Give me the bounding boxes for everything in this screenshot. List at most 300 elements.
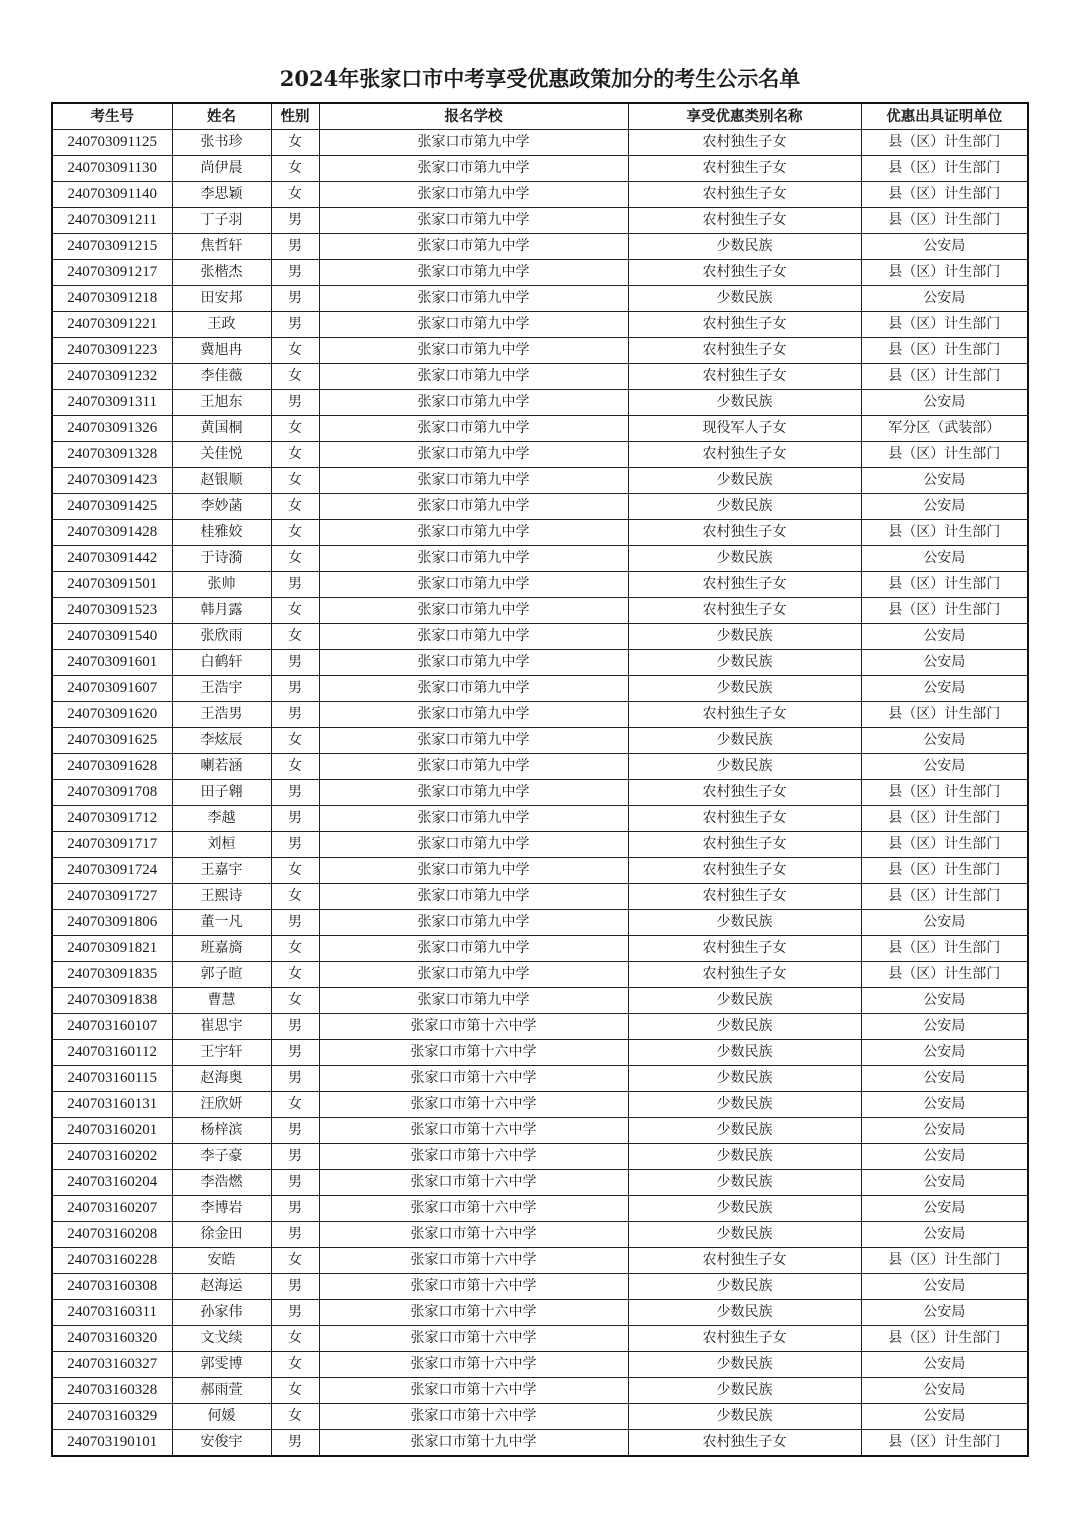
certifying-unit-cell: 公安局 [861, 1274, 1028, 1300]
name-cell: 郭子暄 [172, 962, 271, 988]
table-row [52, 520, 1028, 546]
certifying-unit-cell: 公安局 [861, 1118, 1028, 1144]
school-cell: 张家口市第十六中学 [319, 1014, 628, 1040]
category-cell: 少数民族 [628, 494, 861, 520]
table-row [52, 1196, 1028, 1222]
header-gender: 性别 [271, 103, 319, 130]
category-cell: 少数民族 [628, 1118, 861, 1144]
name-cell: 赵海运 [172, 1274, 271, 1300]
school-cell: 张家口市第十六中学 [319, 1248, 628, 1274]
certifying-unit-cell: 县（区）计生部门 [861, 702, 1028, 728]
table-row [52, 364, 1028, 390]
gender-cell: 男 [271, 1430, 319, 1457]
gender-cell: 男 [271, 1144, 319, 1170]
gender-cell: 女 [271, 338, 319, 364]
gender-cell: 女 [271, 858, 319, 884]
exam-number-cell: 240703091442 [52, 546, 172, 572]
certifying-unit-cell: 县（区）计生部门 [861, 442, 1028, 468]
gender-cell: 男 [271, 1170, 319, 1196]
category-cell: 农村独生子女 [628, 182, 861, 208]
school-cell: 张家口市第九中学 [319, 520, 628, 546]
exam-number-cell: 240703091712 [52, 806, 172, 832]
gender-cell: 男 [271, 910, 319, 936]
category-cell: 少数民族 [628, 390, 861, 416]
name-cell: 董一凡 [172, 910, 271, 936]
certifying-unit-cell: 公安局 [861, 1378, 1028, 1404]
table-row [52, 988, 1028, 1014]
name-cell: 李佳薇 [172, 364, 271, 390]
exam-number-cell: 240703091724 [52, 858, 172, 884]
certifying-unit-cell: 县（区）计生部门 [861, 208, 1028, 234]
name-cell: 张欣雨 [172, 624, 271, 650]
exam-number-cell: 240703091727 [52, 884, 172, 910]
certifying-unit-cell: 县（区）计生部门 [861, 1248, 1028, 1274]
gender-cell: 女 [271, 156, 319, 182]
category-cell: 少数民族 [628, 728, 861, 754]
table-row [52, 858, 1028, 884]
category-cell: 少数民族 [628, 286, 861, 312]
certifying-unit-cell: 县（区）计生部门 [861, 1326, 1028, 1352]
exam-number-cell: 240703091232 [52, 364, 172, 390]
name-cell: 王旭东 [172, 390, 271, 416]
certifying-unit-cell: 公安局 [861, 1092, 1028, 1118]
name-cell: 郭雯博 [172, 1352, 271, 1378]
school-cell: 张家口市第九中学 [319, 676, 628, 702]
certifying-unit-cell: 县（区）计生部门 [861, 338, 1028, 364]
certifying-unit-cell: 公安局 [861, 624, 1028, 650]
certifying-unit-cell: 公安局 [861, 546, 1028, 572]
category-cell: 农村独生子女 [628, 780, 861, 806]
certifying-unit-cell: 公安局 [861, 1040, 1028, 1066]
school-cell: 张家口市第九中学 [319, 884, 628, 910]
school-cell: 张家口市第十六中学 [319, 1092, 628, 1118]
category-cell: 农村独生子女 [628, 884, 861, 910]
category-cell: 农村独生子女 [628, 1326, 861, 1352]
exam-number-cell: 240703160202 [52, 1144, 172, 1170]
table-row [52, 494, 1028, 520]
table-row [52, 598, 1028, 624]
certifying-unit-cell: 县（区）计生部门 [861, 598, 1028, 624]
certifying-unit-cell: 县（区）计生部门 [861, 520, 1028, 546]
category-cell: 少数民族 [628, 1274, 861, 1300]
category-cell: 农村独生子女 [628, 364, 861, 390]
exam-number-cell: 240703091806 [52, 910, 172, 936]
exam-number-cell: 240703160320 [52, 1326, 172, 1352]
certifying-unit-cell: 县（区）计生部门 [861, 1430, 1028, 1457]
certifying-unit-cell: 公安局 [861, 1014, 1028, 1040]
table-row [52, 936, 1028, 962]
category-cell: 农村独生子女 [628, 858, 861, 884]
exam-number-cell: 240703091218 [52, 286, 172, 312]
exam-number-cell: 240703091628 [52, 754, 172, 780]
school-cell: 张家口市第九中学 [319, 832, 628, 858]
certifying-unit-cell: 公安局 [861, 1144, 1028, 1170]
school-cell: 张家口市第九中学 [319, 962, 628, 988]
table-row [52, 416, 1028, 442]
school-cell: 张家口市第十六中学 [319, 1196, 628, 1222]
name-cell: 韩月露 [172, 598, 271, 624]
school-cell: 张家口市第九中学 [319, 650, 628, 676]
category-cell: 农村独生子女 [628, 130, 861, 156]
school-cell: 张家口市第九中学 [319, 494, 628, 520]
certifying-unit-cell: 县（区）计生部门 [861, 130, 1028, 156]
exam-number-cell: 240703091501 [52, 572, 172, 598]
category-cell: 农村独生子女 [628, 520, 861, 546]
name-cell: 李浩燃 [172, 1170, 271, 1196]
gender-cell: 女 [271, 624, 319, 650]
table-row [52, 832, 1028, 858]
category-cell: 农村独生子女 [628, 962, 861, 988]
document-title: 2024年张家口市中考享受优惠政策加分的考生公示名单 [279, 66, 801, 91]
name-cell: 孙家伟 [172, 1300, 271, 1326]
school-cell: 张家口市第十六中学 [319, 1352, 628, 1378]
exam-number-cell: 240703160308 [52, 1274, 172, 1300]
category-cell: 农村独生子女 [628, 936, 861, 962]
school-cell: 张家口市第九中学 [319, 312, 628, 338]
name-cell: 白鹤轩 [172, 650, 271, 676]
gender-cell: 男 [271, 806, 319, 832]
name-cell: 关佳悦 [172, 442, 271, 468]
category-cell: 农村独生子女 [628, 260, 861, 286]
certifying-unit-cell: 公安局 [861, 1222, 1028, 1248]
name-cell: 王浩男 [172, 702, 271, 728]
candidate-table [51, 102, 1029, 1457]
header-preference-category: 享受优惠类别名称 [628, 103, 861, 130]
category-cell: 农村独生子女 [628, 806, 861, 832]
header-name: 姓名 [172, 103, 271, 130]
exam-number-cell: 240703091130 [52, 156, 172, 182]
exam-number-cell: 240703091328 [52, 442, 172, 468]
certifying-unit-cell: 县（区）计生部门 [861, 832, 1028, 858]
school-cell: 张家口市第九中学 [319, 936, 628, 962]
gender-cell: 男 [271, 1118, 319, 1144]
school-cell: 张家口市第十六中学 [319, 1118, 628, 1144]
exam-number-cell: 240703091523 [52, 598, 172, 624]
name-cell: 赵银顺 [172, 468, 271, 494]
name-cell: 李越 [172, 806, 271, 832]
name-cell: 张帅 [172, 572, 271, 598]
exam-number-cell: 240703160328 [52, 1378, 172, 1404]
school-cell: 张家口市第九中学 [319, 442, 628, 468]
table-body [52, 130, 1028, 1457]
name-cell: 郝雨萱 [172, 1378, 271, 1404]
certifying-unit-cell: 县（区）计生部门 [861, 572, 1028, 598]
name-cell: 田子翱 [172, 780, 271, 806]
school-cell: 张家口市第十六中学 [319, 1300, 628, 1326]
certifying-unit-cell: 公安局 [861, 1066, 1028, 1092]
certifying-unit-cell: 县（区）计生部门 [861, 182, 1028, 208]
name-cell: 安皓 [172, 1248, 271, 1274]
school-cell: 张家口市第十六中学 [319, 1378, 628, 1404]
exam-number-cell: 240703091311 [52, 390, 172, 416]
gender-cell: 女 [271, 1404, 319, 1430]
name-cell: 何媛 [172, 1404, 271, 1430]
gender-cell: 男 [271, 208, 319, 234]
certifying-unit-cell: 县（区）计生部门 [861, 962, 1028, 988]
name-cell: 冀旭冉 [172, 338, 271, 364]
school-cell: 张家口市第十六中学 [319, 1144, 628, 1170]
exam-number-cell: 240703091125 [52, 130, 172, 156]
table-row [52, 1248, 1028, 1274]
exam-number-cell: 240703091223 [52, 338, 172, 364]
gender-cell: 女 [271, 598, 319, 624]
category-cell: 农村独生子女 [628, 1248, 861, 1274]
name-cell: 李炫辰 [172, 728, 271, 754]
name-cell: 王嘉宇 [172, 858, 271, 884]
name-cell: 桂雅姣 [172, 520, 271, 546]
category-cell: 少数民族 [628, 1170, 861, 1196]
table-row [52, 442, 1028, 468]
certifying-unit-cell: 县（区）计生部门 [861, 780, 1028, 806]
name-cell: 文戈续 [172, 1326, 271, 1352]
certifying-unit-cell: 公安局 [861, 1352, 1028, 1378]
school-cell: 张家口市第九中学 [319, 286, 628, 312]
school-cell: 张家口市第九中学 [319, 234, 628, 260]
table-row [52, 572, 1028, 598]
gender-cell: 女 [271, 754, 319, 780]
certifying-unit-cell: 公安局 [861, 988, 1028, 1014]
name-cell: 李妙菡 [172, 494, 271, 520]
table-row [52, 1378, 1028, 1404]
gender-cell: 女 [271, 416, 319, 442]
school-cell: 张家口市第十九中学 [319, 1430, 628, 1457]
gender-cell: 男 [271, 1274, 319, 1300]
category-cell: 农村独生子女 [628, 1430, 861, 1457]
school-cell: 张家口市第十六中学 [319, 1404, 628, 1430]
table-row [52, 624, 1028, 650]
school-cell: 张家口市第九中学 [319, 598, 628, 624]
exam-number-cell: 240703160107 [52, 1014, 172, 1040]
table-row [52, 546, 1028, 572]
table-row [52, 676, 1028, 702]
gender-cell: 男 [271, 234, 319, 260]
gender-cell: 女 [271, 962, 319, 988]
name-cell: 黄国桐 [172, 416, 271, 442]
gender-cell: 女 [271, 1092, 319, 1118]
school-cell: 张家口市第九中学 [319, 208, 628, 234]
gender-cell: 男 [271, 780, 319, 806]
school-cell: 张家口市第九中学 [319, 546, 628, 572]
certifying-unit-cell: 公安局 [861, 910, 1028, 936]
school-cell: 张家口市第十六中学 [319, 1274, 628, 1300]
name-cell: 徐金田 [172, 1222, 271, 1248]
table-row [52, 260, 1028, 286]
name-cell: 曹慧 [172, 988, 271, 1014]
exam-number-cell: 240703091601 [52, 650, 172, 676]
certifying-unit-cell: 公安局 [861, 494, 1028, 520]
gender-cell: 女 [271, 364, 319, 390]
gender-cell: 男 [271, 832, 319, 858]
category-cell: 少数民族 [628, 988, 861, 1014]
certifying-unit-cell: 县（区）计生部门 [861, 312, 1028, 338]
category-cell: 少数民族 [628, 1196, 861, 1222]
category-cell: 少数民族 [628, 1404, 861, 1430]
school-cell: 张家口市第九中学 [319, 910, 628, 936]
exam-number-cell: 240703091217 [52, 260, 172, 286]
table-row [52, 234, 1028, 260]
gender-cell: 女 [271, 884, 319, 910]
gender-cell: 男 [271, 260, 319, 286]
gender-cell: 男 [271, 312, 319, 338]
name-cell: 杨梓滨 [172, 1118, 271, 1144]
certifying-unit-cell: 公安局 [861, 286, 1028, 312]
exam-number-cell: 240703091221 [52, 312, 172, 338]
header-certifying-unit: 优惠出具证明单位 [861, 103, 1028, 130]
gender-cell: 女 [271, 1378, 319, 1404]
school-cell: 张家口市第九中学 [319, 754, 628, 780]
table-row [52, 910, 1028, 936]
category-cell: 农村独生子女 [628, 572, 861, 598]
table-row [52, 286, 1028, 312]
gender-cell: 女 [271, 1326, 319, 1352]
school-cell: 张家口市第九中学 [319, 468, 628, 494]
table-row [52, 1144, 1028, 1170]
exam-number-cell: 240703091425 [52, 494, 172, 520]
category-cell: 少数民族 [628, 624, 861, 650]
school-cell: 张家口市第十六中学 [319, 1170, 628, 1196]
name-cell: 焦哲轩 [172, 234, 271, 260]
certifying-unit-cell: 公安局 [861, 1404, 1028, 1430]
table-row [52, 806, 1028, 832]
table-row [52, 338, 1028, 364]
exam-number-cell: 240703160112 [52, 1040, 172, 1066]
name-cell: 班嘉旖 [172, 936, 271, 962]
table-row [52, 1092, 1028, 1118]
gender-cell: 男 [271, 650, 319, 676]
certifying-unit-cell: 县（区）计生部门 [861, 806, 1028, 832]
category-cell: 少数民族 [628, 1144, 861, 1170]
gender-cell: 男 [271, 1300, 319, 1326]
certifying-unit-cell: 公安局 [861, 468, 1028, 494]
table-row [52, 1326, 1028, 1352]
table-row [52, 962, 1028, 988]
table-row [52, 1066, 1028, 1092]
gender-cell: 女 [271, 1248, 319, 1274]
certifying-unit-cell: 公安局 [861, 650, 1028, 676]
exam-number-cell: 240703091625 [52, 728, 172, 754]
school-cell: 张家口市第九中学 [319, 130, 628, 156]
category-cell: 少数民族 [628, 546, 861, 572]
exam-number-cell: 240703091215 [52, 234, 172, 260]
name-cell: 丁子羽 [172, 208, 271, 234]
gender-cell: 男 [271, 1014, 319, 1040]
name-cell: 喇若涵 [172, 754, 271, 780]
name-cell: 赵海奥 [172, 1066, 271, 1092]
certifying-unit-cell: 公安局 [861, 1170, 1028, 1196]
gender-cell: 男 [271, 286, 319, 312]
exam-number-cell: 240703091821 [52, 936, 172, 962]
name-cell: 李子豪 [172, 1144, 271, 1170]
gender-cell: 男 [271, 676, 319, 702]
certifying-unit-cell: 公安局 [861, 234, 1028, 260]
school-cell: 张家口市第九中学 [319, 182, 628, 208]
exam-number-cell: 240703091211 [52, 208, 172, 234]
exam-number-cell: 240703091717 [52, 832, 172, 858]
exam-number-cell: 240703190101 [52, 1430, 172, 1457]
name-cell: 张楷杰 [172, 260, 271, 286]
table-row [52, 1274, 1028, 1300]
school-cell: 张家口市第九中学 [319, 572, 628, 598]
certifying-unit-cell: 县（区）计生部门 [861, 884, 1028, 910]
exam-number-cell: 240703160207 [52, 1196, 172, 1222]
category-cell: 少数民族 [628, 1378, 861, 1404]
table-row [52, 312, 1028, 338]
gender-cell: 女 [271, 468, 319, 494]
table-row [52, 650, 1028, 676]
category-cell: 少数民族 [628, 650, 861, 676]
gender-cell: 女 [271, 988, 319, 1014]
exam-number-cell: 240703091838 [52, 988, 172, 1014]
exam-number-cell: 240703091540 [52, 624, 172, 650]
table-row [52, 754, 1028, 780]
school-cell: 张家口市第十六中学 [319, 1040, 628, 1066]
gender-cell: 男 [271, 1196, 319, 1222]
category-cell: 农村独生子女 [628, 832, 861, 858]
category-cell: 农村独生子女 [628, 156, 861, 182]
gender-cell: 女 [271, 520, 319, 546]
table-row [52, 780, 1028, 806]
table-row [52, 1014, 1028, 1040]
table-row [52, 884, 1028, 910]
certifying-unit-cell: 公安局 [861, 1196, 1028, 1222]
gender-cell: 男 [271, 702, 319, 728]
certifying-unit-cell: 公安局 [861, 754, 1028, 780]
certifying-unit-cell: 公安局 [861, 1300, 1028, 1326]
category-cell: 少数民族 [628, 1300, 861, 1326]
table-row [52, 1118, 1028, 1144]
certifying-unit-cell: 公安局 [861, 728, 1028, 754]
school-cell: 张家口市第九中学 [319, 858, 628, 884]
gender-cell: 男 [271, 390, 319, 416]
exam-number-cell: 240703091423 [52, 468, 172, 494]
header-school: 报名学校 [319, 103, 628, 130]
gender-cell: 男 [271, 1222, 319, 1248]
category-cell: 少数民族 [628, 1092, 861, 1118]
category-cell: 少数民族 [628, 1040, 861, 1066]
exam-number-cell: 240703160329 [52, 1404, 172, 1430]
school-cell: 张家口市第九中学 [319, 988, 628, 1014]
table-row [52, 1430, 1028, 1457]
gender-cell: 女 [271, 182, 319, 208]
school-cell: 张家口市第十六中学 [319, 1222, 628, 1248]
gender-cell: 女 [271, 442, 319, 468]
category-cell: 农村独生子女 [628, 702, 861, 728]
exam-number-cell: 240703160131 [52, 1092, 172, 1118]
name-cell: 李博岩 [172, 1196, 271, 1222]
exam-number-cell: 240703091428 [52, 520, 172, 546]
name-cell: 李思颖 [172, 182, 271, 208]
school-cell: 张家口市第九中学 [319, 702, 628, 728]
name-cell: 王浩宇 [172, 676, 271, 702]
table-row [52, 728, 1028, 754]
name-cell: 田安邦 [172, 286, 271, 312]
school-cell: 张家口市第九中学 [319, 416, 628, 442]
school-cell: 张家口市第九中学 [319, 338, 628, 364]
certifying-unit-cell: 军分区（武装部） [861, 416, 1028, 442]
table-row [52, 1222, 1028, 1248]
category-cell: 少数民族 [628, 1066, 861, 1092]
table-row [52, 130, 1028, 156]
exam-number-cell: 240703091607 [52, 676, 172, 702]
school-cell: 张家口市第九中学 [319, 780, 628, 806]
school-cell: 张家口市第九中学 [319, 390, 628, 416]
category-cell: 少数民族 [628, 468, 861, 494]
exam-number-cell: 240703160115 [52, 1066, 172, 1092]
exam-number-cell: 240703160327 [52, 1352, 172, 1378]
school-cell: 张家口市第九中学 [319, 806, 628, 832]
exam-number-cell: 240703091140 [52, 182, 172, 208]
name-cell: 王政 [172, 312, 271, 338]
